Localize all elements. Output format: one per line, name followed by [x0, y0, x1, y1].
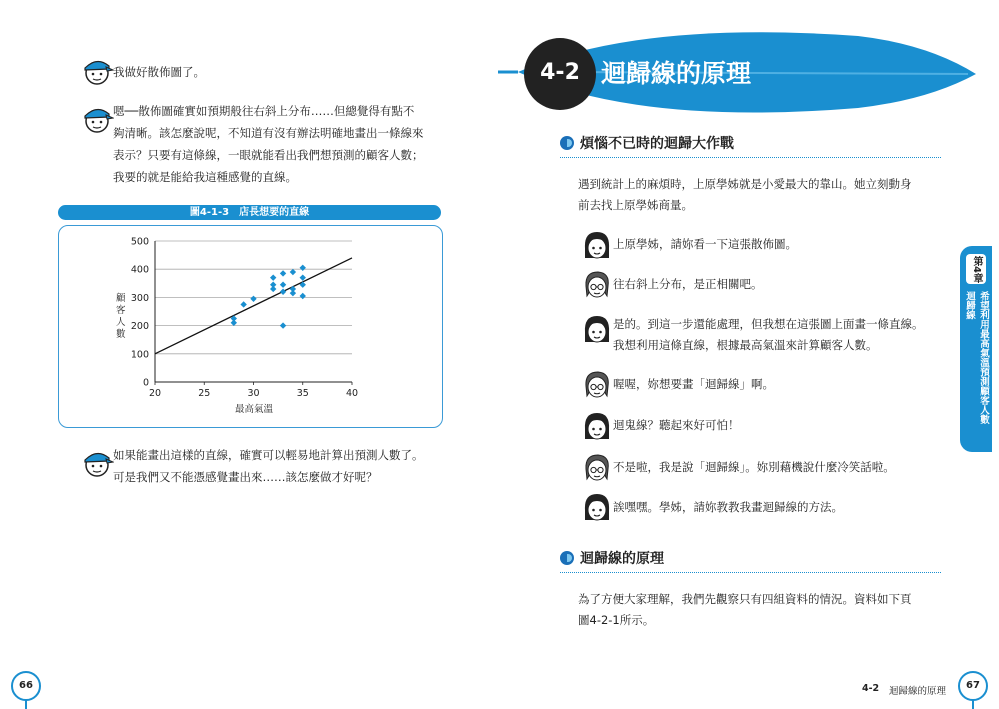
data-point	[300, 265, 306, 271]
y-tick-label: 100	[130, 349, 149, 361]
section-title: 迴歸線的原理	[601, 59, 752, 88]
dialogue-line: 嗯──散佈圖確實如預期般往右斜上分布……但總覺得有點不	[113, 104, 415, 118]
data-point	[280, 289, 286, 295]
dialogue-line: 我想利用這條直線，根據最高氣溫來計算顧客人數。	[613, 338, 878, 352]
data-point	[280, 282, 286, 288]
dotted-divider	[560, 157, 941, 158]
data-point	[231, 320, 237, 326]
y-tick-label: 400	[130, 264, 149, 276]
data-point	[280, 322, 286, 328]
boy-avatar-icon	[80, 102, 114, 136]
intro-line: 前去找上原學姊商量。	[578, 198, 693, 212]
intro-line: 遇到統計上的麻煩時，上原學姊就是小愛最大的靠山。她立刻動身	[578, 177, 912, 191]
boy-avatar-icon	[80, 446, 114, 480]
dotted-divider	[560, 572, 941, 573]
dialogue-line: 我要的就是能給我這種感覺的直線。	[113, 170, 297, 184]
dialogue-line: 往右斜上分布，是正相關吧。	[613, 277, 763, 291]
glasses-woman-avatar-icon	[580, 268, 614, 302]
y-tick-label: 0	[142, 377, 149, 389]
footer-section: 4-2	[862, 683, 880, 694]
fit-line	[155, 258, 352, 354]
dialogue-line: 誒嘿嘿。學姊，請妳教教我畫迴歸線的方法。	[613, 500, 843, 514]
data-point	[270, 286, 276, 292]
glasses-woman-avatar-icon	[580, 451, 614, 485]
x-tick-label: 35	[296, 388, 309, 399]
chapter-subtitle: 迴歸線	[964, 291, 975, 320]
chapter-label: 第4章	[971, 256, 982, 283]
subsection-bullet-icon	[560, 136, 574, 150]
dialogue-line: 迴鬼線？聽起來好可怕！	[613, 418, 740, 432]
closing-line: 為了方便大家理解，我們先觀察只有四組資料的情況。資料如下頁	[578, 592, 912, 606]
x-tick-label: 20	[148, 388, 162, 399]
data-point	[270, 274, 276, 280]
page-number-left: 66	[11, 671, 41, 701]
subsection-bullet-icon	[560, 551, 574, 565]
dialogue-line: 是的。到這一步還能處理，但我想在這張圖上面畫一條直線。	[613, 317, 924, 331]
subsection-title: 迴歸線的原理	[580, 551, 664, 567]
chart-points	[231, 265, 306, 329]
dialogue-line: 上原學姊，請妳看一下這張散佈圖。	[613, 237, 797, 251]
x-axis-label: 最高氣溫	[234, 404, 274, 415]
girl-avatar-icon	[580, 228, 614, 262]
girl-avatar-icon	[580, 312, 614, 346]
y-tick-label: 200	[130, 321, 149, 333]
subsection-title: 煩惱不已時的迴歸大作戰	[580, 136, 734, 152]
chart-axes	[155, 241, 352, 382]
chapter-title: 希望利用最高氣溫預測顧客人數	[978, 291, 989, 424]
girl-avatar-icon	[580, 490, 614, 524]
dialogue-line: 可是我們又不能憑感覺畫出來……該怎麼做才好呢？	[113, 470, 378, 484]
data-point	[280, 270, 286, 276]
dialogue-line: 不是啦，我是說「迴歸線」。妳別藉機說什麼冷笑話啦。	[613, 460, 895, 474]
boy-avatar-icon	[80, 54, 114, 88]
girl-avatar-icon	[580, 409, 614, 443]
dialogue-line: 如果能畫出這樣的直線，確實可以輕易地計算出預測人數了。	[113, 448, 424, 462]
data-point	[250, 296, 256, 302]
chapter-side-tab	[960, 246, 992, 452]
x-tick-label: 40	[345, 388, 359, 399]
chart-ticks	[131, 237, 358, 400]
glasses-woman-avatar-icon	[580, 368, 614, 402]
x-tick-label: 30	[247, 388, 260, 399]
dialogue-line: 夠清晰。該怎麼說呢，不知道有沒有辦法明確地畫出一條線來	[113, 126, 424, 140]
data-point	[300, 274, 306, 280]
dialogue-line: 表示？只要有這條線，一眼就能看出我們想預測的顧客人數；	[113, 148, 424, 162]
section-number: 4-2	[540, 60, 580, 85]
data-point	[290, 290, 296, 296]
data-point	[240, 301, 246, 307]
closing-line: 圖4-2-1所示。	[578, 613, 655, 627]
data-point	[300, 293, 306, 299]
figure-caption: 圖4-1-3 店長想要的直線	[58, 205, 441, 220]
dialogue-line: 喔喔，妳想要畫「迴歸線」啊。	[613, 377, 774, 391]
y-axis-label: 顧客人數	[116, 293, 126, 340]
footer-title: 迴歸線的原理	[889, 686, 947, 697]
y-tick-label: 300	[130, 292, 149, 304]
dialogue-line: 我做好散佈圖了。	[113, 65, 205, 79]
regression-line	[155, 258, 352, 354]
page-number-right: 67	[958, 671, 988, 701]
data-point	[290, 269, 296, 275]
y-tick-label: 500	[130, 236, 149, 248]
x-tick-label: 25	[198, 388, 211, 399]
